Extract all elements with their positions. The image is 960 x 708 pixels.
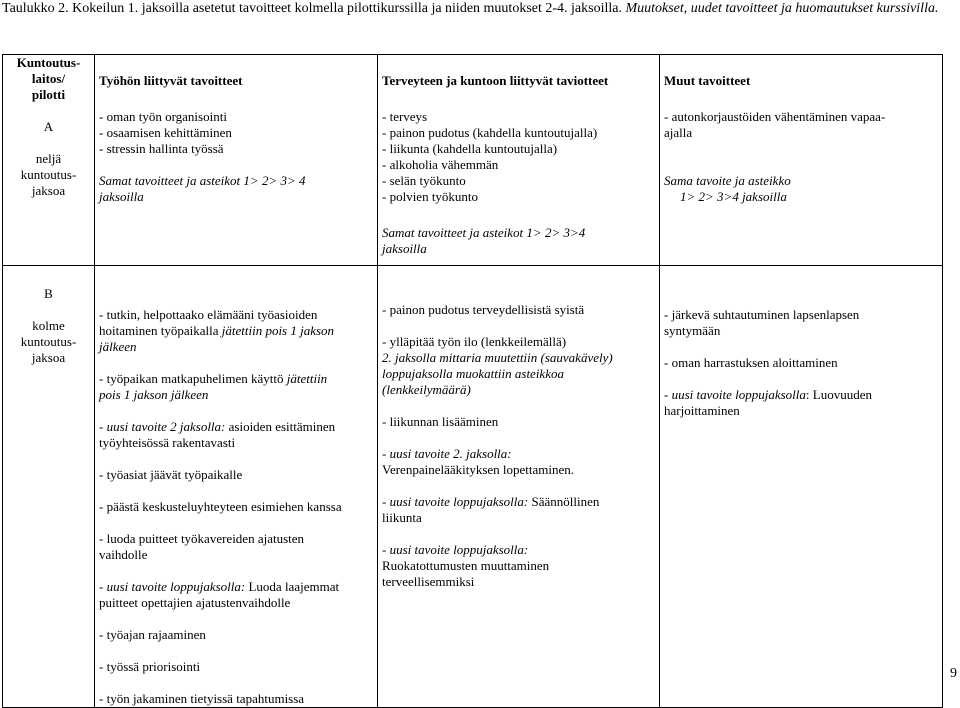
row-pilot-b — [3, 266, 943, 708]
pilot-a-other: - autonkorjaustöiden vähentäminen vapaa- ajalla Sama tavoite ja asteikko 1> 2> 3>4 jaksoilla — [660, 99, 943, 266]
caption-italic-note: Muutokset, uudet tavoitteet ja huomautukset kurssivilla. — [625, 1, 939, 16]
header-row — [3, 55, 943, 99]
header-health-goals: Terveyteen ja kuntoon liittyvät taviotteet — [378, 55, 660, 99]
table-caption — [2, 0, 957, 17]
row-pilot-a — [3, 99, 943, 266]
header-other-goals: Muut tavoitteet — [660, 55, 943, 99]
caption-text: Taulukko 2. Kokeilun 1. jaksoilla asetetut tavoitteet kolmella pilottikurssilla ja niiden muutokset 2-4. jaksoilla. — [2, 1, 622, 16]
pilot-b: B kolme kuntoutus- jaksoa — [3, 266, 95, 708]
pilot-a-work: - oman työn organisointi - osaamisen kehittäminen - stressin hallinta työssä Samat tavoitteet ja asteikot 1> 2> 3> 4 jaksoilla — [95, 99, 378, 266]
pilot-b-other: - järkevä suhtautuminen lapsenlapsen syntymään - oman harrastuksen aloittaminen - uusi tavoite loppujaksolla: Luovuuden harjoittaminen — [660, 266, 943, 708]
header-pilot: Kuntoutus- laitos/ pilotti A neljä kuntoutus- jaksoa — [3, 55, 95, 266]
pilot-b-letter: B — [44, 286, 53, 301]
pilot-b-work: - tutkin, helpottaako elämääni työasioiden hoitaminen työpaikalla jätettiin pois 1 jakson jälkeen - työpaikan matkapuhelimen käyttö jätettiin pois 1 jakson jälkeen - uusi tavoite 2 jaksolla: asioiden esittäminen työyhteisössä rakentavasti - työasiat jäävät työpaikalle - päästä keskusteluyhteyteen esimiehen kanssa - luoda puitteet työkavereiden ajatusten vaihdolle - uusi tavoite loppujaksolla: Luoda laajemmat puitteet opettajien ajatustenvaihdolle - työajan rajaaminen - työssä priorisointi - työn jakaminen tietyissä tapahtumissa — [95, 266, 378, 708]
pilot-a-letter: A — [43, 119, 54, 134]
goals-table — [2, 54, 943, 708]
page-number: 9 — [950, 666, 957, 681]
pilot-a-health: - terveys - painon pudotus (kahdella kuntoutujalla) - liikunta (kahdella kuntoutujalla) - alkoholia vähemmän - selän työkunto - polvien työkunto Samat tavoitteet ja asteikot 1> 2> 3>4 jaksoilla — [378, 99, 660, 266]
header-work-goals: Työhön liittyvät tavoitteet — [95, 55, 378, 99]
pilot-b-health: - painon pudotus terveydellisistä syistä - ylläpitää työn ilo (lenkkeilemällä) 2. jaksolla mittaria muutettiin (sauvakävely) loppujaksolla muokattiin asteikkoa (lenkkeilymäärä) - liikunnan lisääminen - uusi tavoite 2. jaksolla: Verenpainelääkityksen lopettaminen. - uusi tavoite loppujaksolla: Säännöllinen liikunta - uusi tavoite loppujaksolla: Ruokatottumusten muuttaminen terveellisemmiksi — [378, 266, 660, 708]
